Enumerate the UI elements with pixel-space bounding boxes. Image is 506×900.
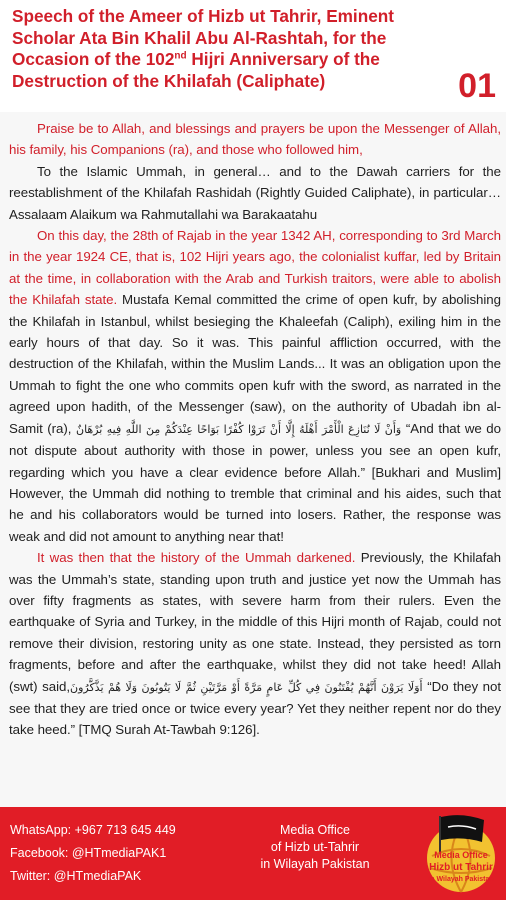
logo-text-2: Hizb ut Tahrir <box>429 862 493 873</box>
title-superscript: nd <box>174 50 187 62</box>
office-line-1: Media Office <box>280 823 350 837</box>
paragraph-darkened <box>9 547 501 741</box>
office-line-2: of Hizb ut-Tahrir <box>270 840 360 854</box>
logo-text-1: Media Office <box>434 850 488 860</box>
title-rest: Hijri Anniversary of the Destruction of the Khilafah (Caliphate) <box>12 49 380 91</box>
header <box>0 0 506 112</box>
hadith-translation: “And that we do not dispute about authority with those in power, unless you see an open kufr, regarding which you have a clear evidence before Allah.” [Bukhari and Muslim] However, the Ummah did nothing to tremble that criminal and his aides, such that he and his collaborators would be turned into losers. Rather, the response was weak and did not amount to anything near that! <box>9 420 501 544</box>
issue-number: 01 <box>458 67 496 105</box>
opening-praise: Praise be to Allah, and blessings and prayers be upon the Messenger of Allah, his family, his Companions (ra), and those who followed him, <box>9 121 501 158</box>
media-office-logo <box>422 812 500 896</box>
media-office-label <box>250 822 380 873</box>
paragraph-greeting <box>9 161 501 225</box>
office-line-3: in Wilayah Pakistan <box>260 857 370 871</box>
title-main: Speech of the Ameer of Hizb ut Tahrir, Eminent Scholar Ata Bin Khalil Abu Al-Rashtah, for the Occasion of the 102 <box>12 6 394 69</box>
facebook-contact: Facebook: @HTmediaPAK1 <box>10 846 167 860</box>
whatsapp-contact: WhatsApp: +967 713 645 449 <box>10 823 176 837</box>
twitter-contact: Twitter: @HTmediaPAK <box>10 869 142 883</box>
hadith-arabic: وَأَنْ لَا نُنَازِعَ الْأَمْرَ أَهْلَهُ إِلَّا أَنْ تَرَوْا كُفْرًا بَوَاحًا عِنْدَكُمْ مِنَ اللَّهِ فِيهِ بُرْهَانٌ <box>75 422 402 436</box>
quran-translation: “Do they not see that they are tried once or twice every year? Yet they neither repent nor do they take heed.” [TMQ Surah At-Tawbah 9:126]. <box>9 678 501 738</box>
logo-text-3: in Wilayah Pakistan <box>428 876 494 883</box>
paragraph-opening <box>9 118 501 161</box>
black-flag-icon <box>441 815 484 842</box>
history-highlight: On this day, the 28th of Rajab in the year 1342 AH, corresponding to 3rd March in the year 1924 CE, that is, 102 Hijri years ago, the colonialist kuffar, led by Britain at the time, in collaboration with the Arab and Turkish traitors, were able to abolish the Khilafah state. <box>9 228 501 308</box>
history-text: Mustafa Kemal committed the crime of open kufr, by abolishing the Khilafah in Istanbul, whilst besieging the Khaleefah (Caliph), exiling him in the early hours of that day. So it was. This painful affliction occurred, with the destruction of the Khilafah, within the Muslim Lands... It was an obligation upon the Ummah to fight the one who commits open kufr with the sword, as narrated in the agreed upon hadith, of the Messenger (saw), on the authority of Ubadah ibn al-Samit (ra), <box>9 292 501 436</box>
quran-arabic: أَوَلَا يَرَوْنَ أَنَّهُمْ يُفْتَنُونَ فِي كُلِّ عَامٍ مَرَّةً أَوْ مَرَّتَيْنِ ثُمَّ لَا يَتُوبُونَ وَلَا هُمْ يَذَّكَّرُونَ <box>69 680 423 694</box>
page-title <box>12 6 437 92</box>
speech-body <box>9 118 501 741</box>
paragraph-history <box>9 225 501 547</box>
greeting-text: To the Islamic Ummah, in general… and to the Dawah carriers for the reestablishment of the Khilafah Rashidah (Rightly Guided Caliphate), in particular… Assalaam Alaikum wa Rahmutallahi wa Barakaatahu <box>9 163 501 222</box>
darkened-text: Previously, the Khilafah was the Ummah’s state, standing upon truth and justice yet now the Ummah has over fifty fragments as states, with severe harm from their rulers. Even the earthquake of Syria and Turkey, in the middle of this Hijri month of Rajab, could not remove their division, restoring unity as one state. Instead, they persisted as torn fragments, before and after the earthquake, whilst they did not take heed! Allah (swt) said, <box>9 550 501 694</box>
darkened-highlight: It was then that the history of the Ummah darkened. <box>37 550 356 566</box>
